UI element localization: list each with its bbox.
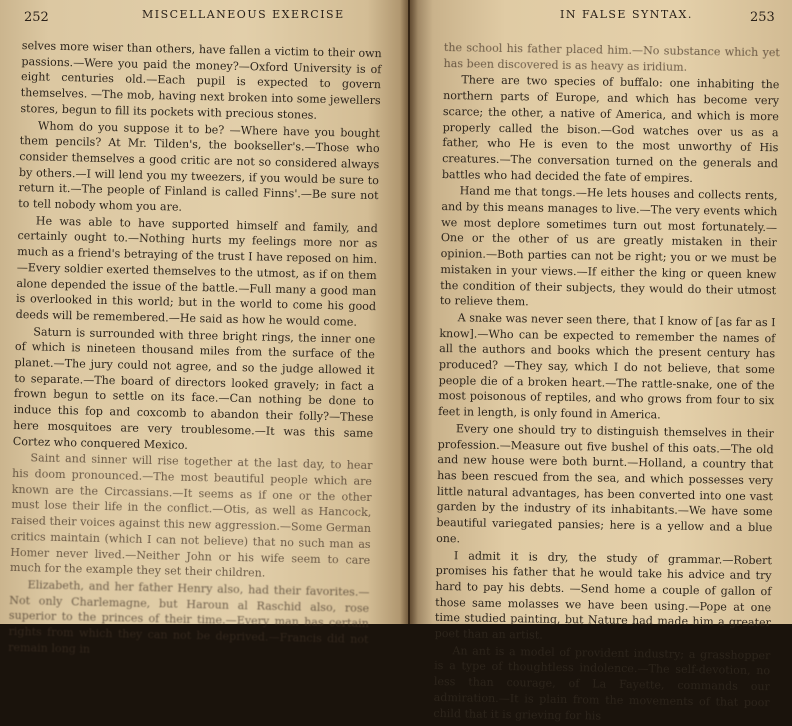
left-paragraph: He was able to have supported himself and family, and certainly ought to.—Nothing hurts my feelings more nor as much as a friend's betraying of the trust I have reposed on him.—Every soldier exerted themselves to the utmost, as if on them alone depended the issue of the battle.—Full many a good man is overlooked in this world; but in the world to come his good deeds will be remembered.—He said as how he would come. bbox=[15, 214, 378, 329]
left-paragraph: Elizabeth, and her father Henry also, had their favorites.—Not only Charlemagne, but Haroun al Raschid also, rose superior to the princes of their time.—Every man has certain rights from which they can not be deprived.—Francis did not remain long in bbox=[8, 578, 370, 656]
right-paragraph: Hand me that tongs.—He lets houses and collects rents, and by this means manages to live.—The very events which we most deplore sometimes turn out most fortunately.—One or the other of us are greatly mistaken in their opinion.—Both parties can not be right; you or we must be mistaken in your views.—If either the king or queen knew the condition of their subjects, they would do their utmost to relieve them. bbox=[439, 184, 778, 309]
right-page bbox=[410, 0, 792, 723]
right-paragraph: Every one should try to distinguish themselves in their profession.—Measure out five bushel of this oats.—The old and new house were both burnt.—Holland, a country that has been rescued from the sea, and which possesses very little natural advantages, has been converted into one vast garden by the industry of its inhabitants.—We have some beautiful variegated pansies; here is a yellow and a blue one. bbox=[436, 422, 774, 546]
right-paragraph: A snake was never seen there, that I know of [as far as I know].—Who can be expected to remember the names of all the authors and books which the present century has produced? —They say, which I do not believe, that some people die of a broken heart.—The rattle-snake, one of the most poisonous of reptiles, and who grows from four to six feet in length, is only found in America. bbox=[438, 311, 776, 422]
right-page-body bbox=[433, 40, 780, 726]
left-page-body bbox=[8, 38, 382, 663]
book-gutter bbox=[400, 0, 418, 624]
left-paragraph: Whom do you suppose it to be? —Where have you bought them pencils? At Mr. Tilden's, the bookseller's.—Those who consider themselves a good critic are not so considered always by others.—I will lend you my tweezers, if you would be sure to return it.—The people of Finland is called Finns'.—Be sure not to tell nobody whom you are. bbox=[18, 118, 381, 214]
left-paragraph: Saint and sinner will rise together at the last day, to hear his doom pronounced.—The most beautiful people which are known are the Circassians.—It seems as if one or the other must lose their life in the conflict.—Otis, as well as Hancock, raised their voices against this new aggression.—Some German critics maintain (which I can not believe) that no such man as Homer never lived.—Neither John or his wife seem to care much for the example they set their children. bbox=[9, 451, 373, 580]
left-page-number: 252 bbox=[24, 10, 49, 25]
left-running-head: MISCELLANEOUS EXERCISE bbox=[142, 8, 345, 21]
right-paragraph: There are two species of buffalo: one inhabiting the northern parts of Europe, and which has become very scarce; the other, a native of America, and which is more properly called the bison.—God watches over us as a father, who He is even to the most unworthy of His creatures.—The conversation turned on the generals and battles who had decided the fate of empires. bbox=[441, 73, 780, 185]
right-paragraph: I admit it is dry, the study of grammar.—Robert promises his father that he would take his advice and try hard to pay his debts. —Send home a couple of gallon of those same molasses we have been using.—Pope at one time studied painting, but Nature had made him a greater poet than an artist. bbox=[434, 548, 772, 642]
left-page bbox=[0, 0, 408, 656]
left-paragraph: selves more wiser than others, have fallen a victim to their own passions.—Were you paid the money?—Oxford University is of eight centuries old.—Each pupil is expected to govern themselves. —The mob, having next broken into some jewellers stores, begun to fill its pockets with precious stones. bbox=[20, 38, 382, 122]
right-paragraph: An ant is a model of provident industry; a grasshopper is a type of thoughtless indolence.—The self-devotion, no less than courage, of La Fayette, commands our admiration.—It is plain from the movements of that poor child that it is grieving for his bbox=[433, 643, 771, 723]
right-running-head: IN FALSE SYNTAX. bbox=[560, 8, 693, 21]
right-paragraph: the school his father placed him.—No substance which yet has been discovered is as heavy as iridium. bbox=[443, 40, 780, 74]
right-page-number: 253 bbox=[750, 10, 775, 25]
left-paragraph: Saturn is surrounded with three bright rings, the inner one of which is nineteen thousand miles from the surface of the planet.—The jury could not agree, and so the judge allowed it to separate.—The board of directors looked gravely; in fact a frown begun to settle on its face.—Can nothing be done to induce this fop and coxcomb to abandon their folly?—These here mosquitoes are very troublesome.—It was this same Cortez who conquered Mexico. bbox=[12, 324, 376, 452]
